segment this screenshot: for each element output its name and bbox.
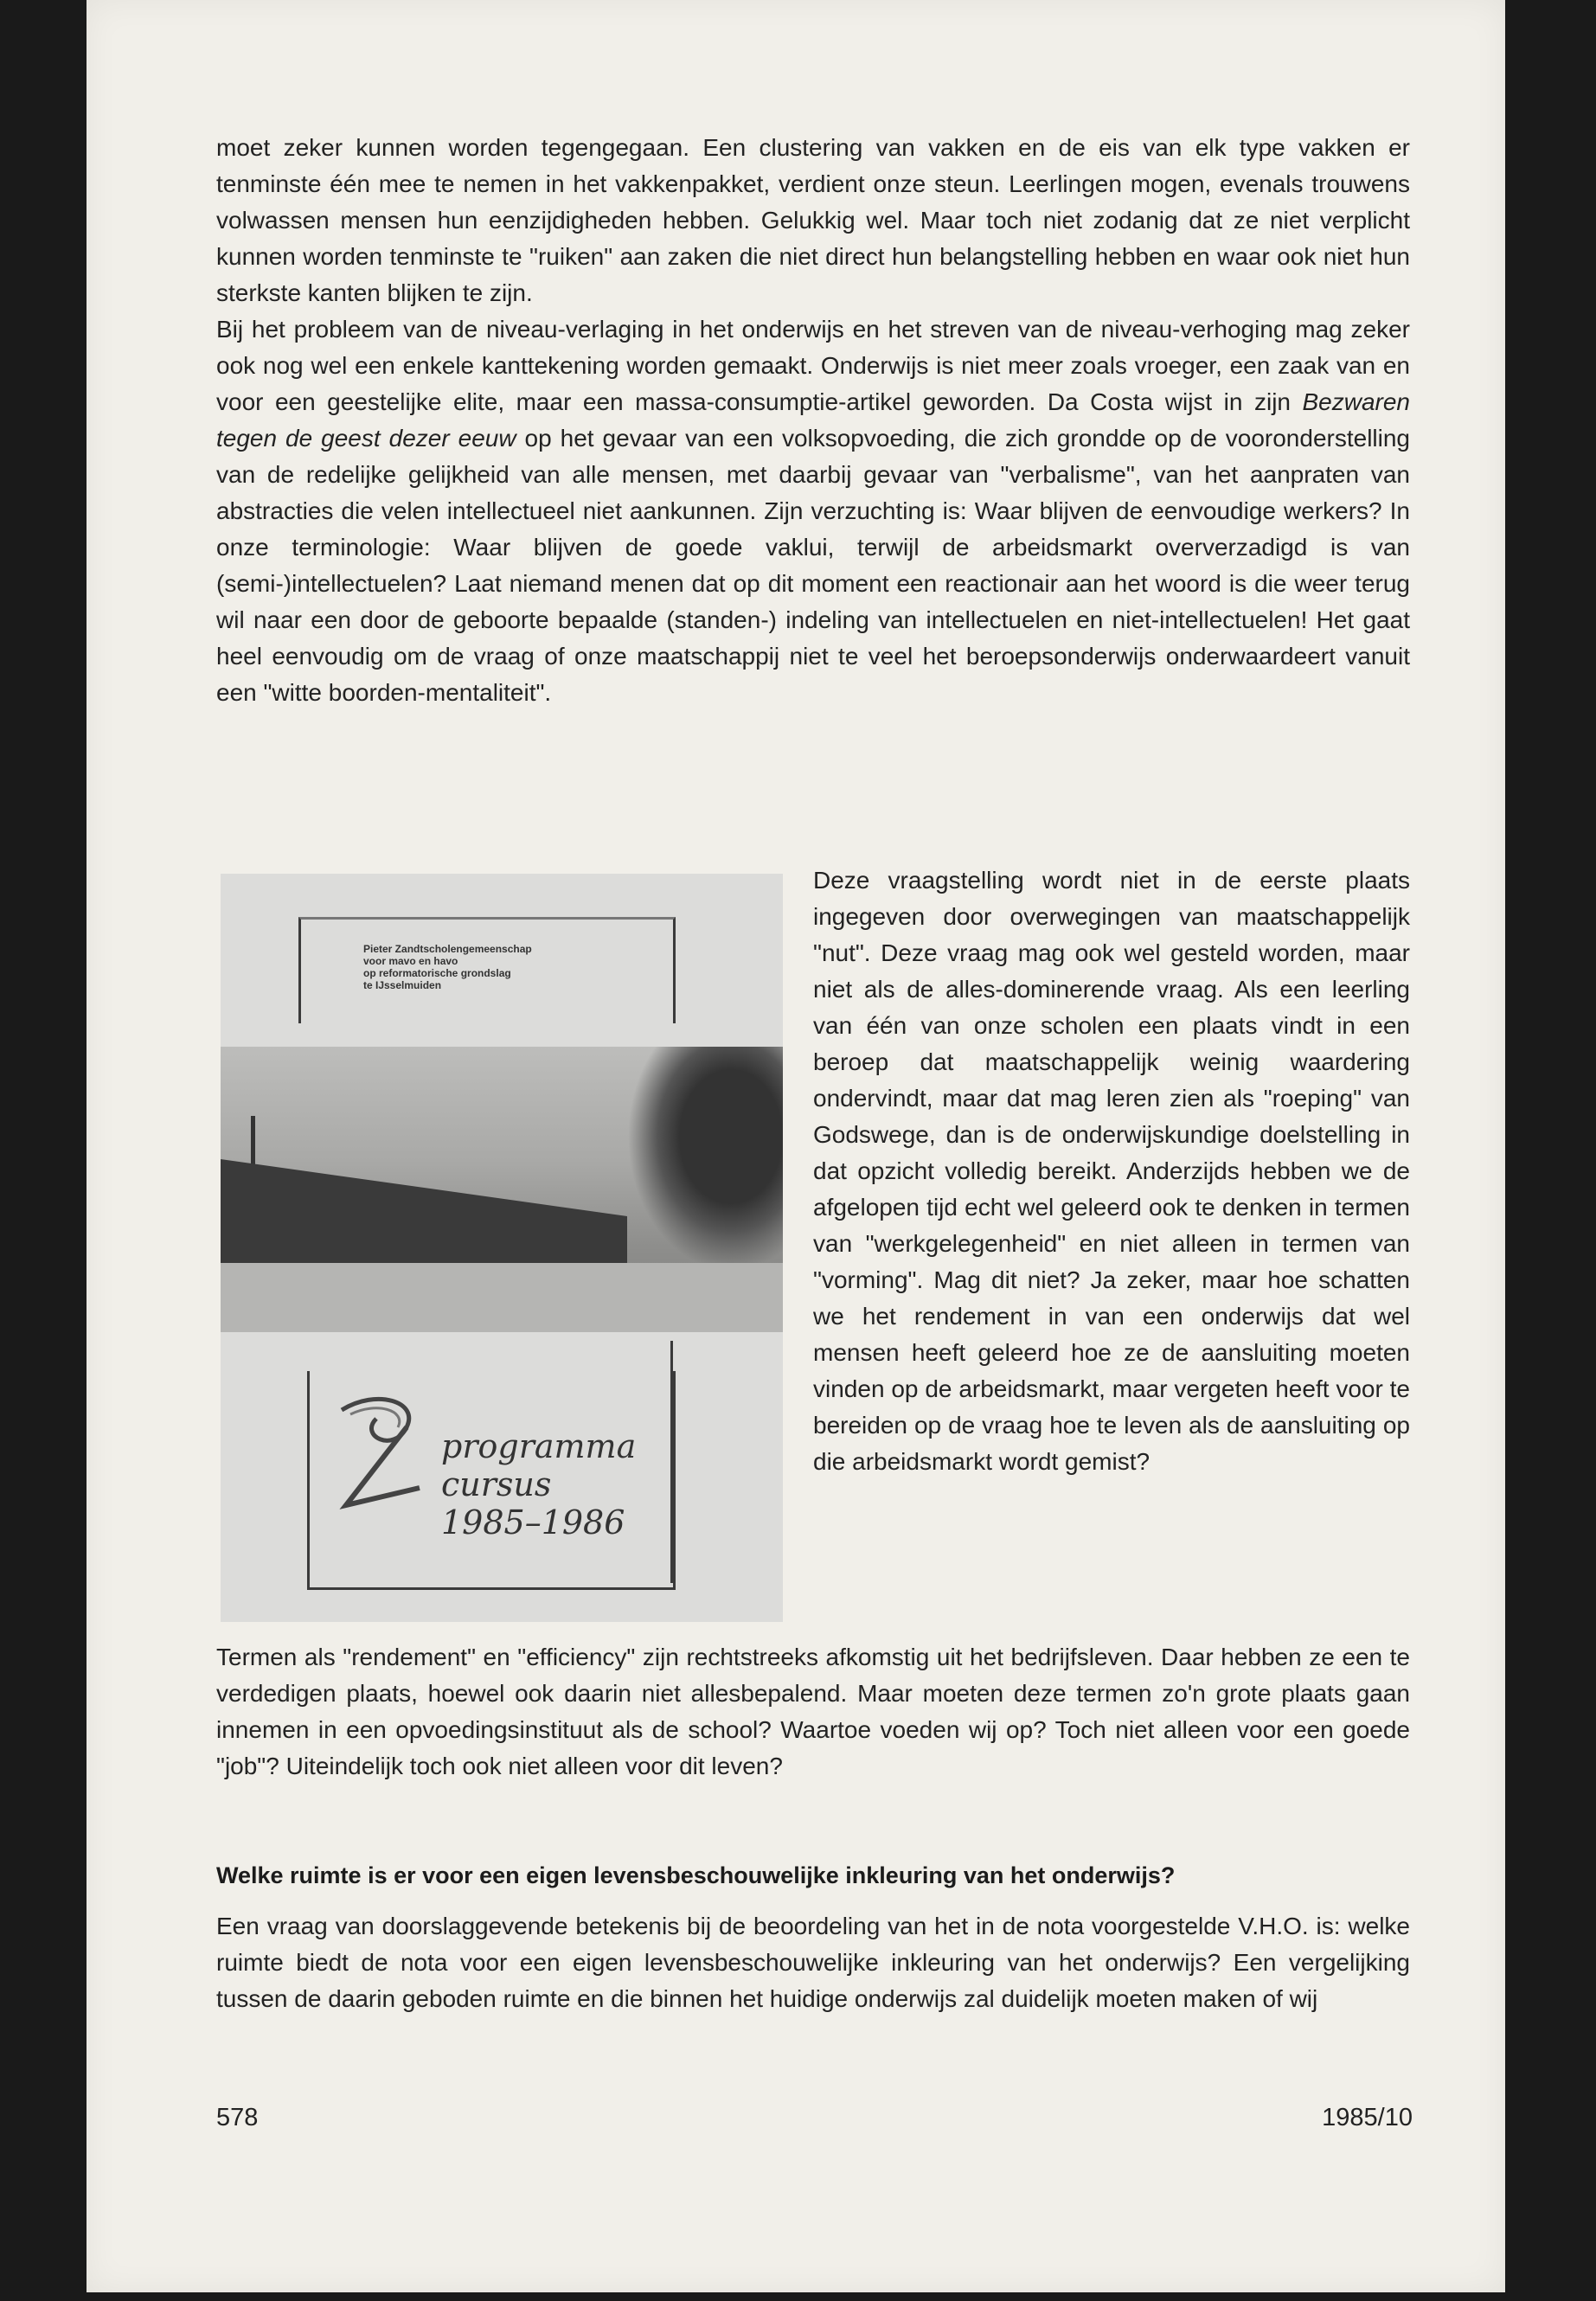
book-title: Bezwaren tegen de geest dezer eeuw (216, 388, 1410, 452)
tree (627, 1047, 783, 1272)
cover-school-text (363, 943, 623, 991)
cover-title-line: cursus (441, 1465, 552, 1503)
school-logo-icon (324, 1384, 437, 1531)
school-building (221, 1159, 627, 1263)
cover-line: op reformatorische grondslag (363, 967, 511, 979)
body-text-after-photo (216, 1639, 1410, 1785)
cover-line: voor mavo en havo (363, 955, 458, 967)
body-text-column (813, 862, 1410, 1480)
paragraph-2 (216, 311, 1410, 711)
cover-title (441, 1427, 666, 1541)
ground (221, 1263, 783, 1332)
paragraph-4: Een vraag van doorslaggevende betekenis bij de beoordeling van het in de nota voorgestelde V.H.O. is: welke ruimte biedt de nota voor een eigen levensbeschouwelijke inkleuring van het onderwijs? Een vergelijking tussen de daarin geboden ruimte en die binnen het huidige onderwijs zal duidelijk moeten maken of wij (216, 1913, 1410, 2012)
body-text-bottom (216, 1908, 1410, 2017)
cover-line: Pieter Zandtscholengemeenschap (363, 943, 532, 955)
paragraph-column: Deze vraagstelling wordt niet in de eerste plaats ingegeven door overwegingen van maatschappelijk "nut". Deze vraag mag ook wel gesteld worden, maar niet als de alles-dominerende vraag. Als een leerling van één van onze scholen een plaats vindt in een beroep dat maatschappelijk weinig waardering ondervindt, maar dat mag leren zien als "roeping" van Godswege, dan is de onderwijskundige doelstelling in dat opzicht volledig bereikt. Anderzijds hebben we de afgelopen tijd echt wel geleerd ook te denken in termen van "werkgelegenheid" en niet alleen in termen van "vorming". Mag dit niet? Ja zeker, maar hoe schatten we het rendement in van een onderwijs dat wel mensen heeft geleerd hoe ze de aansluiting moeten vinden op de arbeidsmarkt, maar vergeten heeft voor te bereiden op de vraag hoe te leven als de aansluiting op die arbeidsmarkt wordt gemist? (813, 867, 1410, 1475)
page-number: 578 (216, 2104, 259, 2131)
paragraph-2-part-a: Bij het probleem van de niveau-verlaging in het onderwijs en het streven van de niveau-verhoging mag zeker ook nog wel een enkele kanttekening worden gemaakt. Onderwijs is niet meer zoals vroeger, een zaak van en voor een geestelijke elite, maar een massa-consumptie-artikel geworden. Da Costa wijst in zijn (216, 316, 1410, 415)
brochure-photo (221, 874, 783, 1622)
issue-number: 1985/10 (1322, 2104, 1413, 2131)
cover-line: te IJsselmuiden (363, 979, 442, 991)
paragraph-1: moet zeker kunnen worden tegengegaan. Een clustering van vakken en de eis van elk type vakken er tenminste één mee te nemen in het vakkenpakket, verdient onze steun. Leerlingen mogen, evenals trouwens volwassen mensen hun eenzijdigheden hebben. Gelukkig wel. Maar toch niet zodanig dat ze niet verplicht kunnen worden tenminste te "ruiken" aan zaken die niet direct hun belangstelling hebben en waar ook niet hun sterkste kanten blijken te zijn. (216, 134, 1410, 306)
section-heading: Welke ruimte is er voor een eigen levensbeschouwelijke inkleuring van het onderwijs? (216, 1862, 1176, 1888)
cover-title-line: 1985–1986 (441, 1503, 625, 1541)
body-text-top (216, 130, 1410, 711)
school-building-photo (221, 1047, 783, 1332)
paragraph-3: Termen als "rendement" en "efficiency" zijn rechtstreeks afkomstig uit het bedrijfsleven. Daar hebben ze een te verdedigen plaats, hoewel ook daarin niet allesbepalend. Maar moeten deze termen zo'n grote plaats gaan innemen in een opvoedingsinstituut als de school? Waartoe voeden wij op? Toch niet alleen voor een goede "job"? Uiteindelijk toch ook niet alleen voor dit leven? (216, 1644, 1410, 1779)
paragraph-2-part-b: op het gevaar van een volksopvoeding, die zich grondde op de vooronderstelling van de redelijke gelijkheid van alle mensen, met daarbij gevaar van "verbalisme", van het aanpraten van abstracties die velen intellectueel niet aankunnen. Zijn verzuchting is: Waar blijven de eenvoudige werkers? In onze terminologie: Waar blijven de goede vaklui, terwijl de arbeidsmarkt oververzadigd is van (semi-)intellectuelen? Laat niemand menen dat op dit moment een reactionair aan het woord is die weer terug wil naar een door de geboorte bepaalde (standen-) indeling van intellectuelen en niet-intellectuelen! Het gaat heel eenvoudig om de vraag of onze maatschappij niet te veel het beroepsonderwijs onderwaardeert vanuit een "witte boorden-mentaliteit". (216, 425, 1411, 706)
cover-title-line: programma (441, 1427, 637, 1465)
